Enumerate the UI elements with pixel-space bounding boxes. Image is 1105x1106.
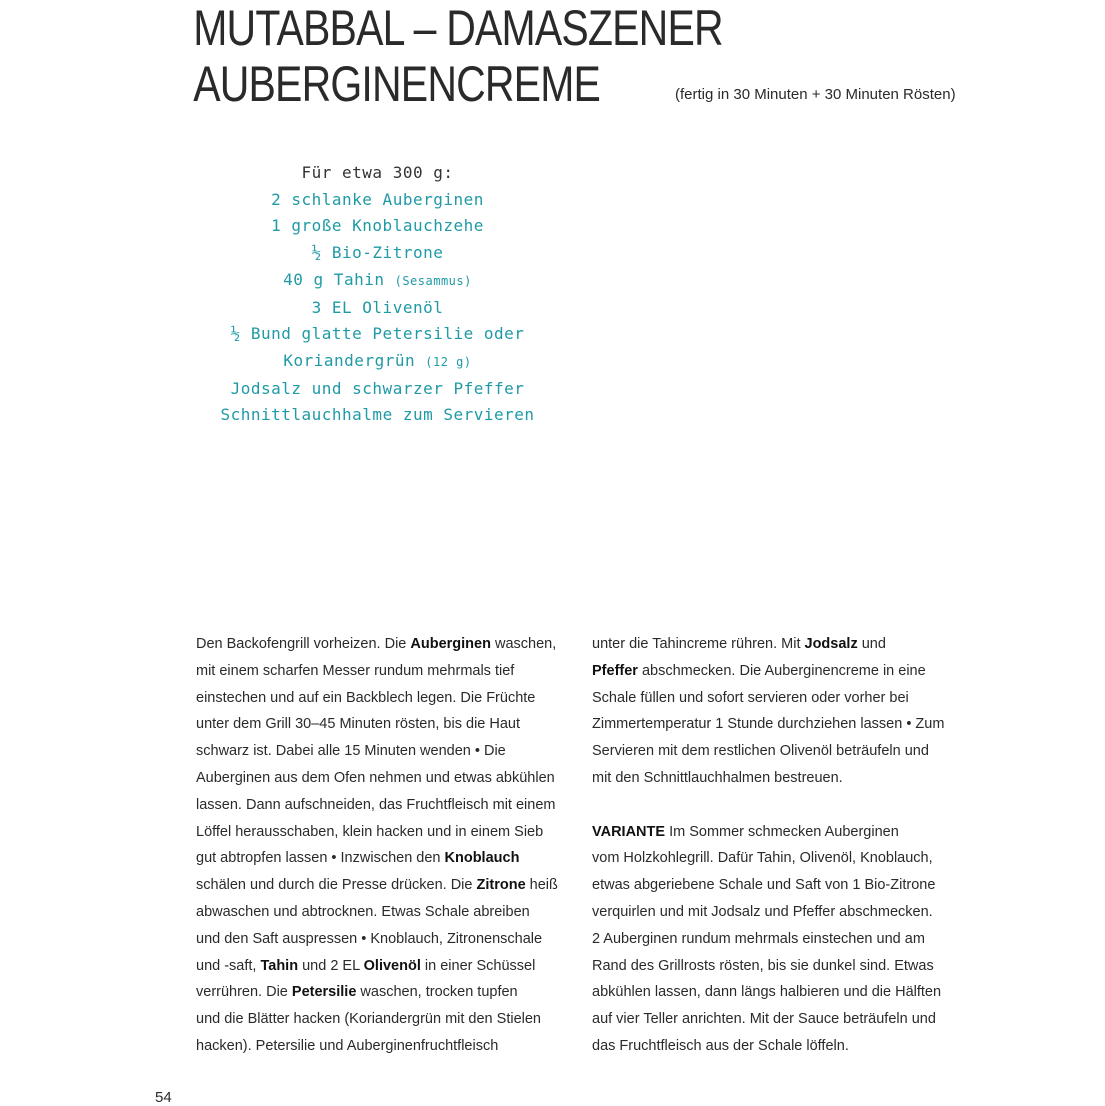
instruction-line xyxy=(196,872,561,899)
highlighted-ingredient: Auberginen xyxy=(410,636,491,652)
instruction-line xyxy=(196,658,561,685)
instruction-line xyxy=(196,792,561,819)
highlighted-ingredient: Knoblauch xyxy=(444,850,520,867)
instruction-line xyxy=(592,979,957,1006)
instruction-text: gut abtropfen lassen • Inzwischen den xyxy=(196,850,445,867)
instruction-line xyxy=(196,845,561,872)
instruction-text: Den Backofengrill vorheizen. Die xyxy=(196,636,411,652)
paragraph-gap xyxy=(592,792,957,819)
instruction-line xyxy=(196,685,561,712)
instruction-text: Schale füllen und sofort servieren oder vorher bei xyxy=(592,689,909,706)
instruction-text: Servieren mit dem restlichen Olivenöl beträufeln und xyxy=(592,743,929,760)
ingredient-text: 1 große Knoblauchzehe xyxy=(271,216,484,236)
ingredient-item xyxy=(210,376,545,403)
ingredient-item xyxy=(210,187,545,214)
instruction-text: verrühren. Die xyxy=(196,984,292,1001)
instruction-line xyxy=(592,899,957,926)
instruction-text: abkühlen lassen, dann längs halbieren und die Hälften xyxy=(592,984,942,1001)
instruction-text: schwarz ist. Dabei alle 15 Minuten wenden • Die xyxy=(196,743,506,760)
ingredient-text: 2 schlanke Auberginen xyxy=(271,189,484,209)
highlighted-ingredient: VARIANTE xyxy=(592,823,666,840)
ingredient-item xyxy=(210,321,545,348)
instruction-line xyxy=(592,1006,957,1033)
ingredient-item xyxy=(210,295,545,322)
instruction-text: hacken). Petersilie und Auberginenfruchtfleisch xyxy=(196,1037,499,1054)
ingredient-item xyxy=(210,348,545,376)
page-number: 54 xyxy=(155,1089,172,1106)
instruction-line xyxy=(592,685,957,712)
instruction-text: und den Saft auspressen • Knoblauch, Zitronenschale xyxy=(196,930,543,947)
instruction-text: unter die Tahincreme rühren. Mit xyxy=(592,636,805,652)
ingredient-text: 40 g Tahin xyxy=(283,269,385,289)
instruction-line xyxy=(196,631,561,658)
highlighted-ingredient: Tahin xyxy=(260,957,299,974)
recipe-title-line-1: MUTABBAL – DAMASZENER xyxy=(193,0,723,56)
instruction-text: Löffel herausschaben, klein hacken und in einem Sieb xyxy=(196,823,544,840)
instruction-text: abwaschen und abtrocknen. Etwas Schale abreiben xyxy=(196,903,530,920)
highlighted-ingredient: Zitrone xyxy=(476,877,526,894)
instruction-line xyxy=(592,845,957,872)
ingredient-list xyxy=(210,160,545,429)
instruction-text: Auberginen aus dem Ofen nehmen und etwas abkühlen xyxy=(196,769,555,786)
instruction-text: und -saft, xyxy=(196,957,261,974)
instructions-column-left xyxy=(196,631,561,1060)
instruction-line xyxy=(196,899,561,926)
instruction-text: waschen, trocken tupfen xyxy=(356,984,518,1001)
instruction-line xyxy=(592,953,957,980)
instruction-line xyxy=(196,711,561,738)
highlighted-ingredient: Olivenöl xyxy=(363,957,421,974)
instruction-text: verquirlen und mit Jodsalz und Pfeffer abschmecken. xyxy=(592,903,933,920)
instruction-text: unter dem Grill 30–45 Minuten rösten, bis die Haut xyxy=(196,716,521,733)
instruction-text: lassen. Dann aufschneiden, das Fruchtfleisch mit einem xyxy=(196,796,556,813)
ingredient-note: (12 g) xyxy=(425,354,472,369)
instruction-text: vom Holzkohlegrill. Dafür Tahin, Olivenöl, Knoblauch, xyxy=(592,850,933,867)
instruction-text: und die Blätter hacken (Koriandergrün mit den Stielen xyxy=(196,1011,541,1028)
instruction-line xyxy=(592,765,957,792)
ingredient-items xyxy=(210,187,545,429)
instruction-text: und 2 EL xyxy=(298,957,364,974)
recipe-title-line-2: AUBERGINENCREME xyxy=(193,56,601,112)
instruction-line xyxy=(196,765,561,792)
instruction-text: etwas abgeriebene Schale und Saft von 1 Bio-Zitrone xyxy=(592,877,936,894)
ingredient-yield: Für etwa 300 g: xyxy=(301,163,454,182)
instruction-line xyxy=(196,1033,561,1060)
ingredient-item xyxy=(210,240,545,267)
instruction-line xyxy=(196,819,561,846)
instruction-line xyxy=(592,1033,957,1060)
highlighted-ingredient: Pfeffer xyxy=(592,662,638,679)
instruction-text: mit den Schnittlauchhalmen bestreuen. xyxy=(592,769,843,786)
instruction-line xyxy=(196,1006,561,1033)
instruction-line xyxy=(196,953,561,980)
instruction-line xyxy=(592,926,957,953)
highlighted-ingredient: Jodsalz xyxy=(804,636,858,652)
instruction-text: 2 Auberginen rundum mehrmals einstechen und am xyxy=(592,930,925,947)
instruction-text: in einer Schüssel xyxy=(420,957,536,974)
instruction-line xyxy=(592,658,957,685)
highlighted-ingredient: Petersilie xyxy=(291,984,357,1001)
ingredient-text: Koriandergrün xyxy=(283,350,416,370)
ingredient-text: ½ Bund glatte Petersilie oder xyxy=(230,324,525,344)
instruction-text: Im Sommer schmecken Auberginen xyxy=(665,823,899,840)
instruction-line xyxy=(592,631,957,658)
ingredient-text: Jodsalz und schwarzer Pfeffer xyxy=(230,378,525,398)
instruction-line xyxy=(592,819,957,846)
instruction-text: schälen und durch die Presse drücken. Die xyxy=(196,877,477,894)
instruction-text: einstechen und auf ein Backblech legen. Die Früchte xyxy=(196,689,536,706)
instruction-text: abschmecken. Die Auberginencreme in eine xyxy=(637,662,926,679)
preparation-time-note: (fertig in 30 Minuten + 30 Minuten Rösten) xyxy=(675,86,956,103)
instruction-text: und xyxy=(857,636,886,652)
instruction-line xyxy=(196,738,561,765)
instruction-text: auf vier Teller anrichten. Mit der Sauce beträufeln und xyxy=(592,1011,936,1028)
ingredient-item xyxy=(210,402,545,429)
ingredient-item xyxy=(210,213,545,240)
instruction-text: das Fruchtfleisch aus der Schale löffeln. xyxy=(592,1037,849,1054)
ingredient-text: ½ Bio-Zitrone xyxy=(311,243,444,263)
instruction-text: Rand des Grillrosts rösten, bis sie dunkel sind. Etwas xyxy=(592,957,934,974)
instruction-text: mit einem scharfen Messer rundum mehrmals tief xyxy=(196,662,515,679)
recipe-title xyxy=(193,0,723,112)
instruction-line xyxy=(592,738,957,765)
ingredient-note: (Sesammus) xyxy=(394,273,472,288)
instruction-text: Zimmertemperatur 1 Stunde durchziehen lassen • Zum xyxy=(592,716,945,733)
instruction-line xyxy=(592,872,957,899)
instruction-line xyxy=(196,979,561,1006)
ingredient-text: Schnittlauchhalme zum Servieren xyxy=(220,405,535,425)
instruction-line xyxy=(196,926,561,953)
instructions-column-right xyxy=(592,631,957,1060)
instruction-line xyxy=(592,711,957,738)
instruction-text: heiß xyxy=(525,877,558,894)
instruction-text: waschen, xyxy=(490,636,557,652)
ingredient-text: 3 EL Olivenöl xyxy=(311,297,444,317)
ingredient-item xyxy=(210,267,545,295)
